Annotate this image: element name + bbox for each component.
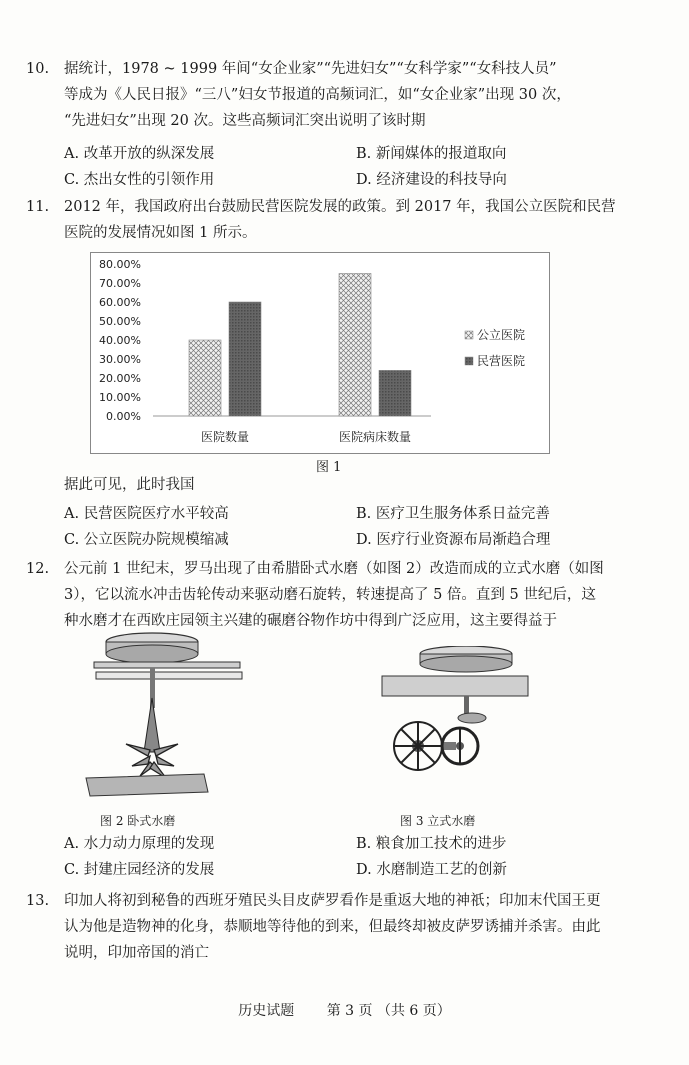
- figure-1-caption: 图 1: [316, 460, 342, 475]
- question-text-line: 据此可见，此时我国: [64, 477, 195, 493]
- question-text-line: 种水磨才在西欧庄园领主兴建的碾磨谷物作坊中得到广泛应用，这主要得益于: [64, 613, 557, 629]
- question-text-line: “先进妇女”出现 20 次。这些高频词汇突出说明了该时期: [64, 113, 426, 129]
- y-tick-label: 40.00%: [99, 334, 141, 347]
- y-tick-label: 30.00%: [99, 353, 141, 366]
- horizontal-water-mill-illustration: [84, 632, 244, 807]
- option-d: D. 医疗行业资源布局渐趋合理: [356, 532, 551, 548]
- x-category-label: 医院数量: [200, 430, 250, 444]
- bar-0-1: [339, 274, 371, 417]
- question-13: [26, 888, 666, 966]
- option-b: B. 医疗卫生服务体系日益完善: [356, 506, 550, 522]
- question-text-line: 据统计，1978 ~ 1999 年间“女企业家”“先进妇女”“女科学家”“女科技人员”: [64, 61, 557, 77]
- question-number: 12.: [26, 561, 50, 577]
- question-10: [26, 56, 666, 134]
- option-c: C. 杰出女性的引领作用: [64, 172, 215, 188]
- y-tick-label: 60.00%: [99, 296, 141, 309]
- question-number: 10.: [26, 61, 50, 77]
- question-text-line: 印加人将初到秘鲁的西班牙殖民头目皮萨罗看作是重返大地的神祇；印加末代国王更: [64, 893, 601, 909]
- option-c: C. 公立医院办院规模缩减: [64, 532, 229, 548]
- y-tick-label: 80.00%: [99, 258, 141, 271]
- question-text-line: 公元前 1 世纪末，罗马出现了由希腊卧式水磨（如图 2）改造而成的立式水磨（如图: [64, 561, 604, 577]
- question-number: 13.: [26, 893, 50, 909]
- legend-swatch: [465, 357, 473, 365]
- question-12: [26, 556, 666, 634]
- y-tick-label: 10.00%: [99, 391, 141, 404]
- bar-1-0: [229, 302, 261, 416]
- figure-2-caption: 图 2 卧式水磨: [100, 814, 176, 828]
- option-b: B. 新闻媒体的报道取向: [356, 146, 507, 162]
- q11-stem-after: [26, 472, 666, 498]
- figure-3-caption: 图 3 立式水磨: [400, 814, 476, 828]
- y-tick-label: 70.00%: [99, 277, 141, 290]
- legend-swatch: [465, 331, 473, 339]
- question-text-line: 认为他是造物神的化身，恭顺地等待他的到来，但最终却被皮萨罗诱捕并杀害。由此: [64, 919, 601, 935]
- y-tick-label: 50.00%: [99, 315, 141, 328]
- footer-page-number: 第 3 页 （共 6 页）: [326, 1003, 451, 1019]
- x-category-label: 医院病床数量: [338, 430, 412, 444]
- question-text-line: 医院的发展情况如图 1 所示。: [64, 225, 257, 241]
- question-text-line: 3），它以流水冲击齿轮传动来驱动磨石旋转，转速提高了 5 倍。直到 5 世纪后，这: [64, 587, 596, 603]
- option-d: D. 水磨制造工艺的创新: [356, 862, 507, 878]
- option-a: A. 水力动力原理的发现: [64, 836, 215, 852]
- option-b: B. 粮食加工技术的进步: [356, 836, 507, 852]
- option-a: A. 民营医院医疗水平较高: [64, 506, 229, 522]
- option-a: A. 改革开放的纵深发展: [64, 146, 215, 162]
- legend-label: 公立医院: [477, 328, 526, 342]
- question-text-line: 等成为《人民日报》“三八”妇女节报道的高频词汇，如“女企业家”出现 30 次，: [64, 87, 571, 103]
- option-d: D. 经济建设的科技导向: [356, 172, 507, 188]
- hospital-bar-chart: [90, 252, 550, 454]
- vertical-water-mill-illustration: [380, 646, 530, 796]
- y-tick-label: 0.00%: [106, 410, 141, 423]
- page-footer: [0, 1000, 689, 1020]
- legend-label: 民营医院: [477, 354, 526, 368]
- question-text-line: 说明，印加帝国的消亡: [64, 945, 209, 961]
- question-number: 11.: [26, 199, 50, 215]
- y-tick-label: 20.00%: [99, 372, 141, 385]
- question-text-line: 2012 年，我国政府出台鼓励民营医院发展的政策。到 2017 年，我国公立医院和民营: [64, 199, 616, 215]
- bar-0-0: [189, 340, 221, 416]
- option-c: C. 封建庄园经济的发展: [64, 862, 215, 878]
- bar-1-1: [379, 370, 411, 416]
- chart-svg: [91, 253, 549, 453]
- footer-subject: 历史试题: [238, 1003, 295, 1019]
- question-11: [26, 194, 666, 246]
